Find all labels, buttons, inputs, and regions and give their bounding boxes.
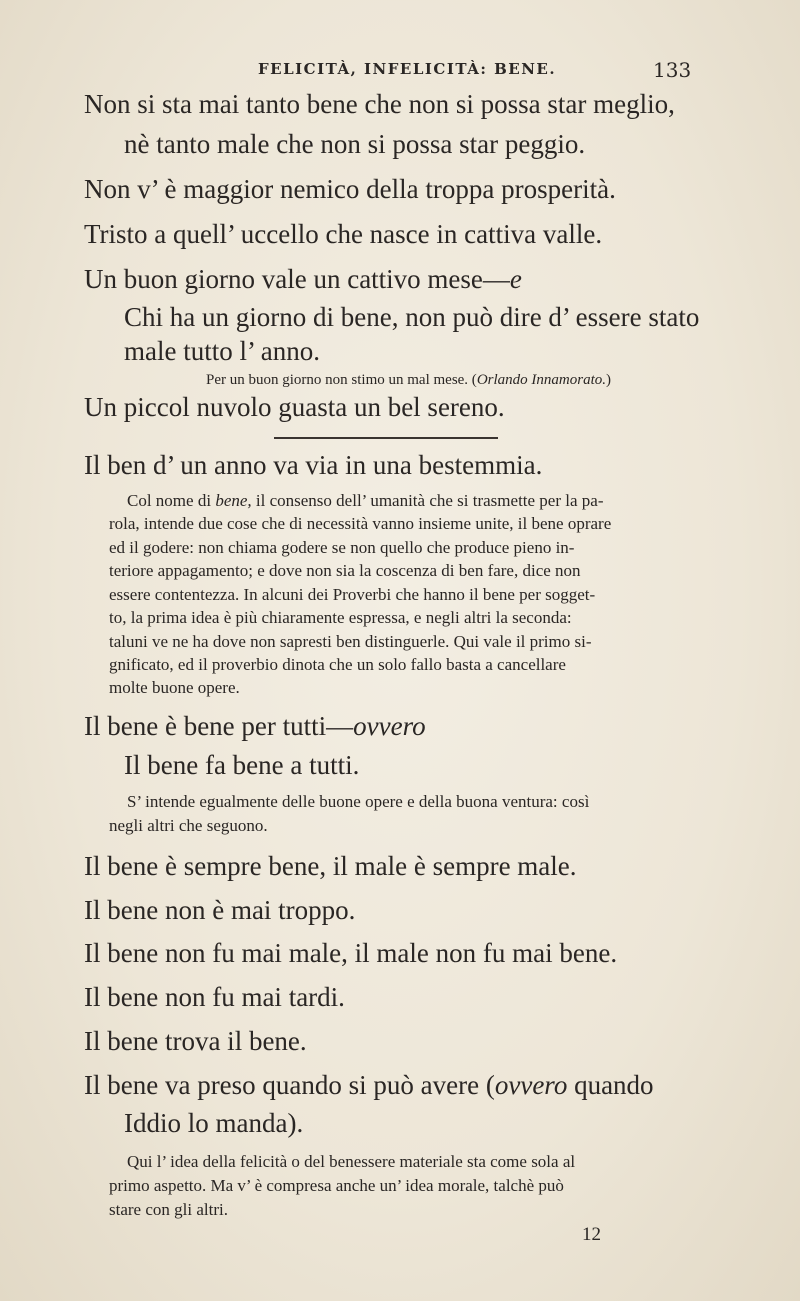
commentary-line [127,489,604,513]
proverb-line: Il bene non è mai troppo. [84,895,356,925]
proverb-line [84,264,522,295]
proverb-text: Il bene è bene per tutti— [84,711,354,741]
proverb-line: Il bene non fu mai male, il male non fu mai bene. [84,938,618,968]
citation-text: Per un buon giorno non stimo un mal mese. ( [206,372,477,388]
conjunction-italic: e [509,264,522,294]
citation-close: ) [605,372,611,388]
signature-mark: 12 [582,1224,601,1245]
commentary-line: rola, intende due cose che di necessità vanno insieme unite, il bene oprare [109,514,612,533]
commentary-italic: bene, [215,491,252,510]
proverb-line: male tutto l’ anno. [124,336,320,366]
commentary-line: stare con gli altri. [109,1200,228,1219]
commentary-line: molte buone opere. [109,678,240,697]
section-divider [274,437,498,439]
proverb-line [84,1070,654,1101]
conjunction-italic: ovvero [353,711,426,741]
commentary-line: Qui l’ idea della felicità o del benessere materiale sta come sola al [127,1152,576,1171]
proverb-line: Iddio lo manda). [124,1108,304,1138]
commentary-line: gnificato, ed il proverbio dinota che un solo fallo basta a cancellare [109,655,566,674]
proverb-line: Il bene fa bene a tutti. [124,750,360,780]
commentary-line: primo aspetto. Ma v’ è compresa anche un’ idea morale, talchè può [109,1176,564,1195]
commentary-line: S’ intende egualmente delle buone opere e della buona ventura: così [127,792,590,811]
proverb-text: Il bene va preso quando si può avere ( [84,1070,495,1100]
citation-source: Orlando Innamorato. [476,372,606,388]
commentary-line: essere contentezza. In alcuni dei Proverbi che hanno il bene per sogget- [109,585,596,604]
proverb-line: Non si sta mai tanto bene che non si possa star meglio, [84,89,675,119]
commentary-text: Col nome di [127,491,216,510]
proverb-line: Un piccol nuvolo guasta un bel sereno. [84,392,505,422]
proverb-line: Il bene è sempre bene, il male è sempre male. [84,851,577,881]
conjunction-italic: ovvero [494,1070,568,1100]
citation [206,372,611,389]
page-number: 133 [653,58,692,82]
commentary-line: teriore appagamento; e dove non sia la coscenza di ben fare, dice non [109,561,581,580]
proverb-line: Il bene trova il bene. [84,1026,307,1056]
running-title: FELICITÀ, INFELICITÀ: BENE. [258,60,557,78]
commentary-line: negli altri che seguono. [109,816,268,835]
proverb-line: Non v’ è maggior nemico della troppa prosperità. [84,174,616,204]
commentary-line: to, la prima idea è più chiaramente espressa, e negli altri la seconda: [109,608,572,627]
proverb-line: Il bene non fu mai tardi. [84,982,345,1012]
commentary-line: taluni ve ne ha dove non sapresti ben distinguerle. Qui vale il primo si- [109,632,592,651]
proverb-line: Tristo a quell’ uccello che nasce in cattiva valle. [84,219,603,249]
proverb-line [84,711,426,742]
proverb-text: Un buon giorno vale un cattivo mese— [84,264,510,294]
proverb-line: nè tanto male che non si possa star peggio. [124,129,586,159]
commentary-text: il consenso dell’ umanità che si trasmette per la pa- [251,491,604,510]
proverb-text: quando [567,1070,654,1100]
commentary-line: ed il godere: non chiama godere se non quello che produce pieno in- [109,538,575,557]
proverb-line: Chi ha un giorno di bene, non può dire d’ essere stato [124,302,700,332]
proverb-line: Il ben d’ un anno va via in una bestemmia. [84,450,543,480]
